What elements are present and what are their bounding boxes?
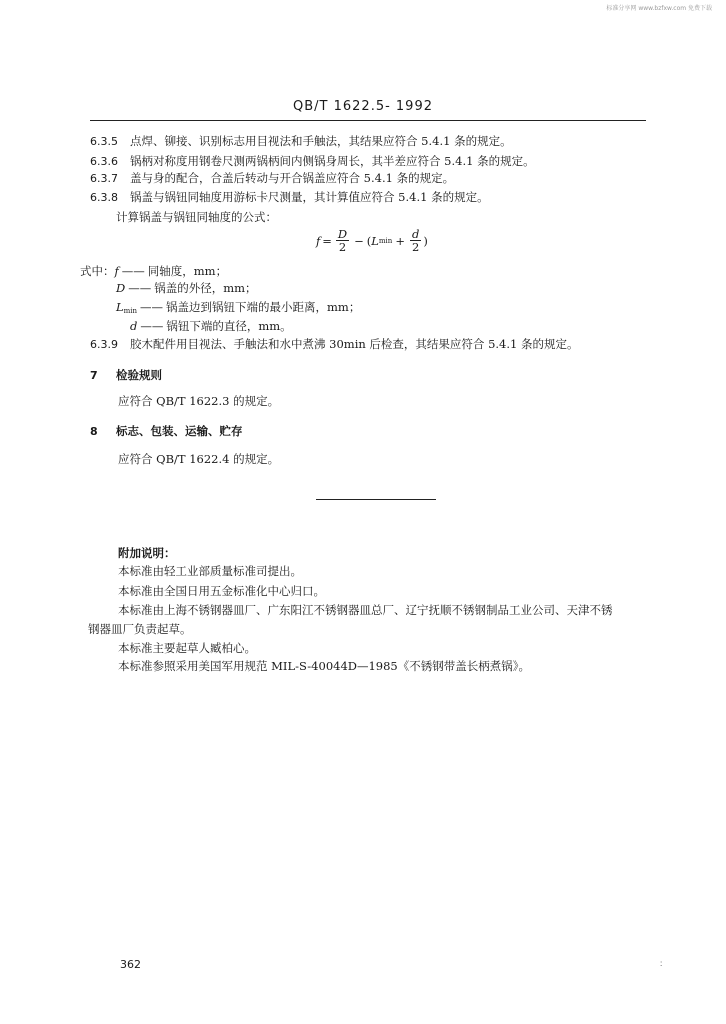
definition-text: 同轴度，mm； bbox=[147, 264, 228, 278]
clause-text: 锅柄对称度用钢卷尺测两锅柄间内侧锅身周长，其半差应符合 5.4.1 条的规定。 bbox=[130, 154, 535, 168]
definition-text: 锅盖边到锅钮下端的最小距离，mm； bbox=[166, 300, 361, 314]
formula-intro: 计算锅盖与锅钮同轴度的公式： bbox=[116, 210, 277, 224]
clause-6-3-9 bbox=[90, 337, 579, 352]
definition-symbol: d bbox=[130, 319, 138, 333]
clause-number: 6.3.7 bbox=[90, 172, 118, 185]
formula-lhs: f bbox=[316, 233, 321, 248]
formula-minus: − bbox=[354, 233, 364, 248]
formula-fraction-2 bbox=[410, 228, 421, 253]
page-number: 362 bbox=[120, 958, 141, 971]
clause-6-3-5 bbox=[90, 134, 512, 149]
formula-fraction-1 bbox=[336, 228, 349, 253]
appendix-title: 附加说明： bbox=[118, 546, 176, 560]
section-8-body: 应符合 QB/T 1622.4 的规定。 bbox=[118, 452, 280, 466]
section-8-heading bbox=[90, 424, 243, 439]
formula-L-subscript: min bbox=[378, 236, 393, 245]
definition-symbol: f bbox=[114, 264, 119, 278]
clause-number: 6.3.6 bbox=[90, 155, 118, 168]
header-rule bbox=[90, 120, 646, 121]
fraction-2-numerator: d bbox=[411, 227, 420, 241]
appendix-line: 钢器皿厂负责起草。 bbox=[88, 622, 192, 636]
section-separator bbox=[316, 499, 436, 500]
definition-symbol-subscript: min bbox=[123, 307, 138, 315]
clause-6-3-6 bbox=[90, 154, 535, 169]
watermark-text: 标准分享网 www.bzfxw.com 免费下载 bbox=[606, 5, 712, 12]
section-title: 标志、包装、运输、贮存 bbox=[116, 424, 243, 438]
clause-text: 胶木配件用目视法、手触法和水中煮沸 30min 后检查，其结果应符合 5.4.1 条的规定。 bbox=[130, 337, 579, 351]
formula-L: L bbox=[371, 233, 379, 248]
appendix-line: 本标准参照采用美国军用规范 MIL-S-40044D—1985《不锈钢带盖长柄煮锅》。 bbox=[118, 659, 530, 673]
formula-paren-close: ) bbox=[423, 233, 428, 248]
section-title: 检验规则 bbox=[116, 368, 162, 382]
definition-symbol: D bbox=[116, 281, 126, 295]
formula-equals: = bbox=[322, 233, 332, 248]
clause-number: 6.3.9 bbox=[90, 338, 118, 351]
definition-d bbox=[130, 319, 292, 333]
appendix-line: 本标准由轻工业部质量标准司提出。 bbox=[118, 564, 302, 578]
definition-dash: —— bbox=[140, 300, 164, 314]
definition-dash: —— bbox=[128, 281, 152, 295]
section-7-body: 应符合 QB/T 1622.3 的规定。 bbox=[118, 394, 280, 408]
clause-6-3-7 bbox=[90, 171, 454, 186]
definition-D bbox=[116, 281, 257, 295]
clause-text: 盖与身的配合，合盖后转动与开合锅盖应符合 5.4.1 条的规定。 bbox=[130, 171, 455, 185]
clause-number: 6.3.5 bbox=[90, 135, 118, 148]
formula-paren-open: ( bbox=[366, 233, 372, 248]
definition-dash: —— bbox=[121, 264, 145, 278]
appendix-line: 本标准主要起草人臧柏心。 bbox=[118, 641, 256, 655]
appendix-line: 本标准由上海不锈钢器皿厂、广东阳江不锈钢器皿总厂、辽宁抚顺不锈钢制品工业公司、天津不锈 bbox=[118, 603, 613, 617]
clause-6-3-8 bbox=[90, 190, 489, 205]
clause-text: 锅盖与锅钮同轴度用游标卡尺测量，其计算值应符合 5.4.1 条的规定。 bbox=[130, 190, 489, 204]
definition-f bbox=[80, 264, 227, 278]
fraction-1-numerator: D bbox=[337, 227, 348, 241]
clause-text: 点焊、铆接、识别标志用目视法和手触法，其结果应符合 5.4.1 条的规定。 bbox=[130, 134, 512, 148]
section-7-heading bbox=[90, 368, 162, 383]
page-header: QB/T 1622.5- 1992 bbox=[293, 99, 433, 114]
formula bbox=[316, 228, 428, 253]
definition-dash: —— bbox=[140, 319, 164, 333]
appendix-line: 本标准由全国日用五金标准化中心归口。 bbox=[118, 584, 325, 598]
definition-text: 锅钮下端的直径，mm。 bbox=[166, 319, 292, 333]
definition-symbol: L bbox=[116, 300, 124, 314]
clause-number: 6.3.8 bbox=[90, 191, 118, 204]
fraction-2-denominator: 2 bbox=[411, 240, 420, 254]
section-number: 7 bbox=[90, 369, 98, 382]
definition-text: 锅盖的外径，mm； bbox=[154, 281, 257, 295]
definition-Lmin bbox=[116, 300, 360, 318]
fraction-1-denominator: 2 bbox=[338, 240, 347, 254]
section-number: 8 bbox=[90, 425, 98, 438]
formula-plus: + bbox=[395, 233, 405, 248]
scan-mark: ∶ bbox=[660, 960, 663, 970]
where-label: 式中： bbox=[80, 264, 115, 278]
